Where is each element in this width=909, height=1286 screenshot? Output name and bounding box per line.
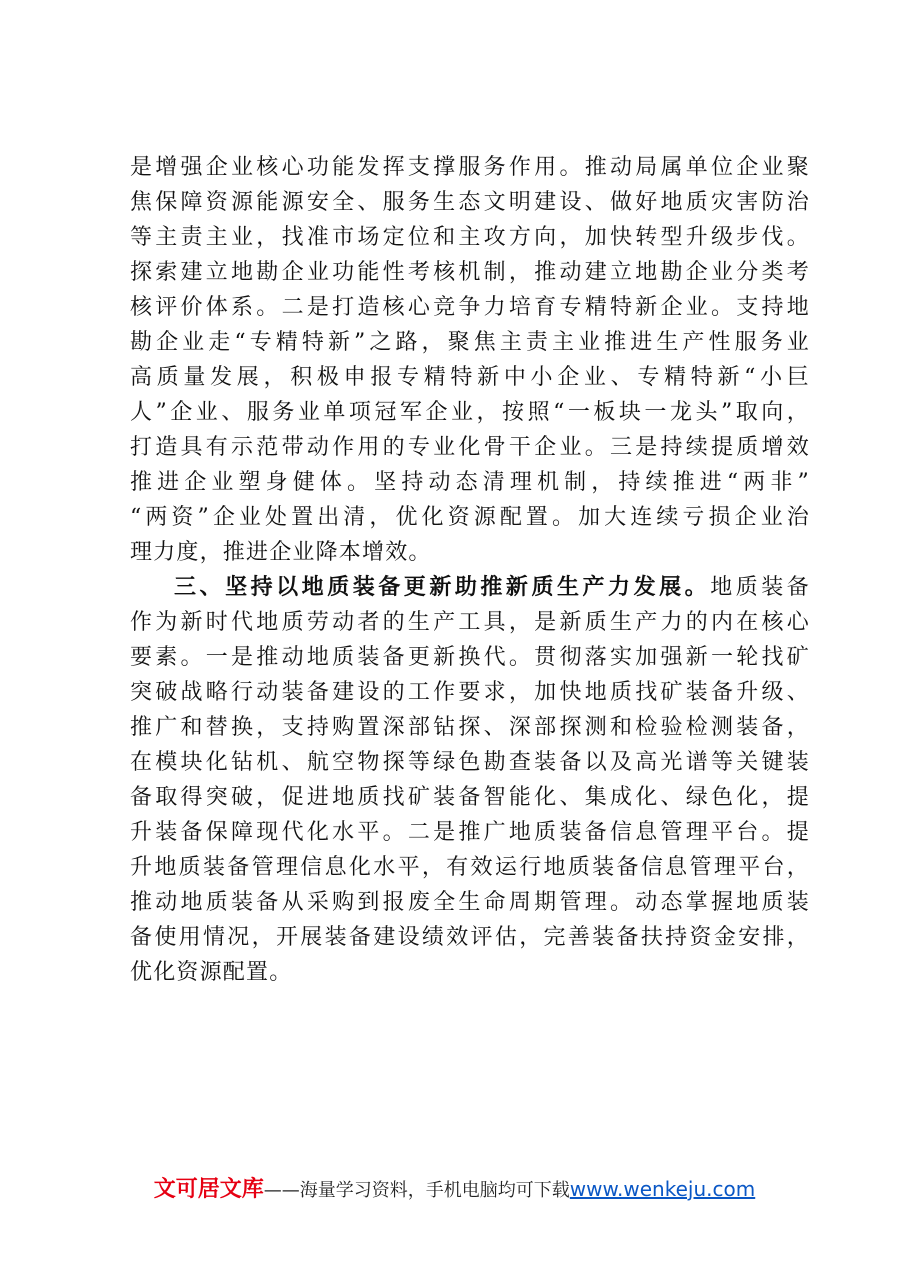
body-line-22: 推动地质装备从采购到报废全生命周期管理。动态掌握地质装 <box>130 890 810 915</box>
body-line-17: 推广和替换，支持购置深部钻探、深部探测和检验检测装备， <box>130 715 810 740</box>
body-line-16: 突破战略行动装备建设的工作要求，加快地质找矿装备升级、 <box>130 680 810 705</box>
body-line-9: 打造具有示范带动作用的专业化骨干企业。三是持续提质增效 <box>130 435 810 460</box>
body-line-20: 升装备保障现代化水平。二是推广地质装备信息管理平台。提 <box>130 820 810 845</box>
body-line-10: 推进企业塑身健体。坚持动态清理机制，持续推进“两非” <box>130 470 810 495</box>
footer-brand: 文可居文库 <box>153 1177 264 1202</box>
section-lead-text: 地质装备 <box>710 575 810 600</box>
body-line-6: 勘企业走“专精特新”之路，聚焦主责主业推进生产性服务业 <box>130 330 810 355</box>
body-line-8: 人”企业、服务业单项冠军企业，按照“一板块一龙头”取向， <box>130 400 810 425</box>
body-line-24: 优化资源配置。 <box>130 960 293 985</box>
section-three-first-line <box>130 570 810 605</box>
body-line-2: 焦保障资源能源安全、服务生态文明建设、做好地质灾害防治 <box>130 190 810 215</box>
footer-tagline: ——海量学习资料，手机电脑均可下载 <box>263 1180 570 1201</box>
body-line-3: 等主责主业，找准市场定位和主攻方向，加快转型升级步伐。 <box>130 225 810 250</box>
body-line-12: 理力度，推进企业降本增效。 <box>130 540 432 565</box>
body-line-21: 升地质装备管理信息化水平，有效运行地质装备信息管理平台， <box>130 855 810 880</box>
document-body <box>130 150 810 990</box>
body-line-18: 在模块化钻机、航空物探等绿色勘查装备以及高光谱等关键装 <box>130 750 810 775</box>
body-line-11: “两资”企业处置出清，优化资源配置。加大连续亏损企业治 <box>130 505 810 530</box>
footer-site-link[interactable]: www.wenkeju.com <box>569 1177 756 1201</box>
body-line-1: 是增强企业核心功能发挥支撑服务作用。推动局属单位企业聚 <box>130 155 810 180</box>
body-line-4: 探索建立地勘企业功能性考核机制，推动建立地勘企业分类考 <box>130 260 810 285</box>
body-line-5: 核评价体系。二是打造核心竞争力培育专精特新企业。支持地 <box>130 295 810 320</box>
body-line-14: 作为新时代地质劳动者的生产工具，是新质生产力的内在核心 <box>130 610 810 635</box>
body-line-23: 备使用情况，开展装备建设绩效评估，完善装备扶持资金安排， <box>130 925 810 950</box>
section-heading: 三、坚持以地质装备更新助推新质生产力发展。 <box>174 574 711 600</box>
body-line-15: 要素。一是推动地质装备更新换代。贯彻落实加强新一轮找矿 <box>130 645 810 670</box>
body-line-7: 高质量发展，积极申报专精特新中小企业、专精特新“小巨 <box>130 365 810 390</box>
body-line-19: 备取得突破，促进地质找矿装备智能化、集成化、绿色化，提 <box>130 785 810 810</box>
footer-banner <box>0 1175 909 1205</box>
